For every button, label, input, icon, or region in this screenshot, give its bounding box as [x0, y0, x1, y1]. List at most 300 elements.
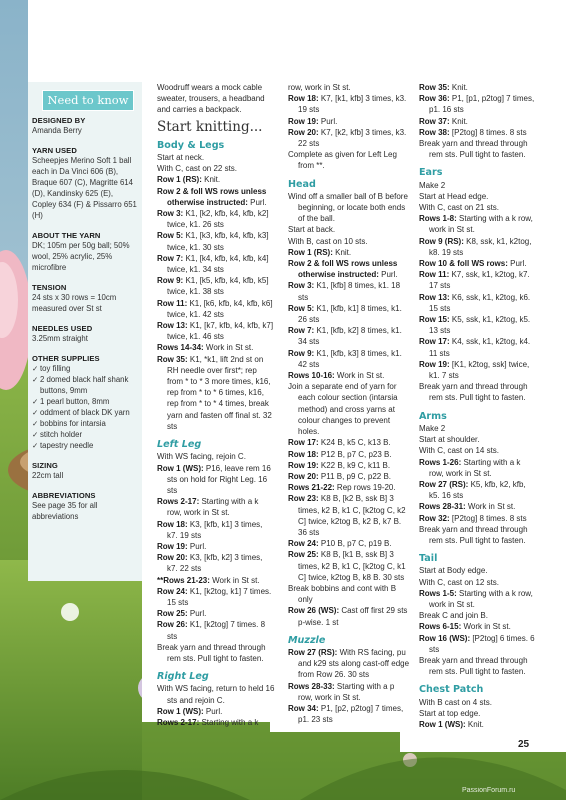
- row-text: Start at top edge.: [419, 708, 481, 718]
- row-text: [K1, k2tog, ssk] twice, k1. 7 sts: [429, 359, 530, 381]
- body-legs-heading: Body & Legs: [157, 139, 225, 151]
- row-label: Rows 28-31:: [419, 502, 466, 512]
- instruction-row: [157, 706, 275, 717]
- row-label: Row 26:: [157, 620, 188, 630]
- instruction-row: [419, 180, 537, 191]
- row-label: Row 23:: [288, 494, 319, 504]
- row-text: Starting with a k: [199, 717, 259, 727]
- row-text: Knit.: [465, 719, 484, 729]
- row-label: Row 32:: [419, 513, 450, 523]
- row-text: K1, [k7, kfb, k4, kfb, k7] twice, k1. 46 sts: [167, 321, 274, 342]
- row-text: Cast off first 29 sts p-wise. 1 st: [298, 606, 408, 627]
- instruction-row: [419, 202, 537, 213]
- instruction-row: [157, 163, 275, 174]
- instruction-row: [419, 565, 537, 576]
- instruction-row: [419, 501, 537, 512]
- row-text: K1, [k2tog, k1] 7 times. 15 sts: [167, 586, 272, 607]
- row-label: Rows 10-16:: [288, 371, 335, 381]
- row-label: Row 25:: [288, 550, 319, 560]
- list-item: ✓ stitch holder: [32, 430, 83, 439]
- sizing-heading: SIZING: [32, 461, 58, 470]
- instruction-row: [288, 493, 410, 538]
- row-text: P11 B, p9 C, p22 B.: [318, 471, 392, 481]
- chest-patch-heading: Chest Patch: [419, 684, 484, 696]
- start-knitting-title: Start knitting...: [157, 118, 263, 135]
- row-text: With C, cast on 22 sts.: [157, 164, 238, 174]
- row-label: Rows 1-8:: [419, 214, 457, 224]
- instruction-row: [419, 82, 537, 93]
- row-label: Row 20:: [157, 553, 188, 563]
- need-to-know-panel: [28, 82, 142, 581]
- row-text: Break yarn and thread through rem sts. Pull tight to fasten.: [419, 382, 528, 403]
- head-heading: Head: [288, 178, 316, 190]
- row-label: Row 38:: [419, 127, 450, 137]
- list-item: ✓ 2 domed black half shank buttons, 9mm: [32, 375, 129, 395]
- row-label: Row 27 (RS):: [288, 647, 338, 657]
- row-label: Row 16 (WS):: [419, 633, 471, 643]
- instruction-row: [288, 82, 410, 93]
- instruction-row: [419, 479, 537, 501]
- instruction-row: [288, 258, 410, 280]
- checkmark-icon: ✓: [32, 430, 39, 439]
- row-text: Make 2: [419, 180, 446, 190]
- row-label: Row 17:: [419, 337, 450, 347]
- abbreviations-heading: ABBREVIATIONS: [32, 491, 96, 500]
- row-label: Rows 21-22:: [288, 483, 335, 493]
- instruction-row: [419, 292, 537, 314]
- instruction-row: [157, 354, 275, 432]
- instruction-row: [157, 717, 275, 728]
- row-label: Row 25:: [157, 609, 188, 619]
- row-label: Row 5:: [157, 231, 184, 241]
- instruction-row: [419, 236, 537, 258]
- row-text: Starting with a k row, work in St st.: [167, 497, 259, 518]
- instruction-row: [288, 549, 410, 583]
- row-text: K8 B, [k2 B, ssk B] 3 times, k2 B, k1 C, [k2tog C, k2 C] twice, k2tog B, k2 B, k7 B. 36 sts: [298, 494, 406, 537]
- row-text: K4, ssk, k1, k2tog, k4. 11 sts: [429, 337, 531, 358]
- row-label: Row 9:: [288, 348, 315, 358]
- row-text: Start at shoulder.: [419, 435, 480, 445]
- row-label: **Rows 21-23:: [157, 575, 210, 585]
- row-text: Purl.: [318, 116, 338, 126]
- instruction-row: [157, 575, 275, 586]
- row-label: Row 3:: [288, 281, 315, 291]
- row-label: Row 20:: [288, 127, 319, 137]
- need-to-know-title: Need to know: [42, 90, 134, 111]
- row-text: With C, cast on 21 sts.: [419, 203, 500, 213]
- instruction-row: [288, 647, 410, 681]
- row-label: Row 18:: [288, 449, 319, 459]
- row-text: With C, cast on 12 sts.: [419, 577, 500, 587]
- checkmark-icon: ✓: [32, 419, 39, 428]
- instruction-row: [288, 538, 410, 549]
- row-text: Complete as given for Left Leg from **.: [288, 150, 397, 171]
- instruction-row: [419, 513, 537, 524]
- instruction-row: [288, 247, 410, 258]
- row-text: Starting with a k row, work in St st.: [429, 588, 533, 609]
- row-text: Starting with a p row, work in St st.: [298, 681, 395, 702]
- row-text: K1, *k1, lift 2nd st on RH needle over first*; rep from * to * 3 more times, k16, rep from * to * 6 times, k16, rep from * to * 4 times, break yarn and fasten off final st. 32 sts: [167, 354, 272, 431]
- row-label: Row 1 (WS):: [157, 706, 204, 716]
- row-text: K6, ssk, k1, k2tog, k6. 15 sts: [429, 292, 531, 313]
- instruction-row: [288, 449, 410, 460]
- intro-text: Woodruff wears a mock cable sweater, trousers, a headband and carries a backpack.: [157, 83, 265, 115]
- instruction-row: [288, 471, 410, 482]
- instruction-row: [157, 208, 275, 230]
- instruction-row: [288, 280, 410, 302]
- row-text: K3, [kfb, k2] 3 times, k7. 22 sts: [167, 553, 263, 574]
- instruction-row: [288, 116, 410, 127]
- instruction-row: [419, 697, 537, 708]
- row-label: Row 7:: [157, 253, 184, 263]
- row-label: Row 7:: [288, 326, 315, 336]
- row-text: K3, [kfb, k1] 3 times, k7. 19 sts: [167, 519, 263, 540]
- checkmark-icon: ✓: [32, 408, 39, 417]
- instruction-row: [419, 577, 537, 588]
- row-label: Row 18:: [288, 94, 319, 104]
- list-item: ✓ toy filling: [32, 364, 71, 373]
- instruction-row: [419, 457, 537, 479]
- list-item: ✓ oddment of black DK yarn: [32, 408, 130, 417]
- instruction-row: [288, 236, 410, 247]
- row-text: Work in St st.: [465, 502, 516, 512]
- row-text: P10 B, p7 C, p19 B.: [318, 539, 392, 549]
- row-label: Row 18:: [157, 519, 188, 529]
- row-label: Row 24:: [288, 539, 319, 549]
- row-label: Row 2 & foll WS rows unless otherwise instructed:: [157, 186, 267, 207]
- row-label: Row 1 (WS):: [157, 463, 204, 473]
- row-text: Start at Head edge.: [419, 191, 489, 201]
- list-item: ✓ 1 pearl button, 8mm: [32, 397, 110, 406]
- row-text: K5, ssk, k1, k2tog, k5. 13 sts: [429, 315, 531, 336]
- row-label: Row 19:: [157, 541, 188, 551]
- instruction-row: [419, 127, 537, 138]
- row-text: Rep rows 19-20.: [334, 483, 396, 493]
- row-text: K7, [k2, kfb] 3 times, k3. 22 sts: [298, 127, 407, 149]
- row-text: K7, [k1, kfb] 3 times, k3. 19 sts: [298, 94, 407, 115]
- instruction-row: [157, 230, 275, 252]
- row-text: Purl.: [187, 609, 207, 619]
- row-text: K1, [k2, kfb, k4, kfb, k2] twice, k1. 26 sts: [167, 209, 269, 230]
- instruction-row: [288, 583, 410, 605]
- instruction-row: [288, 149, 410, 171]
- instruction-row: [288, 370, 410, 381]
- instruction-row: [419, 719, 537, 730]
- row-text: Start at back.: [288, 225, 336, 235]
- row-label: Row 9:: [157, 276, 184, 286]
- instruction-row: [419, 524, 537, 546]
- row-label: Row 37:: [419, 116, 450, 126]
- row-text: K1, [kfb, k2] 8 times, k1. 34 sts: [298, 326, 402, 347]
- row-text: Starting with a k row, work in St st.: [429, 457, 521, 478]
- row-label: Rows 2-17:: [157, 497, 200, 507]
- instruction-row: [157, 586, 275, 608]
- row-text: With C, cast on 14 sts.: [419, 446, 500, 456]
- instruction-row: [419, 258, 537, 269]
- row-text: Knit.: [332, 247, 352, 257]
- instruction-row: [157, 174, 275, 185]
- row-text: Break C and join B.: [419, 611, 488, 621]
- list-item: ✓ bobbins for intarsia: [32, 419, 106, 428]
- row-text: Purl.: [203, 706, 223, 716]
- row-text: Break yarn and thread through rem sts. Pull tight to fasten.: [419, 655, 528, 677]
- row-text: Break bobbins and cont with B only: [288, 583, 397, 605]
- row-label: Row 35:: [419, 83, 450, 92]
- row-label: Rows 2-17:: [157, 717, 200, 727]
- instruction-row: [157, 496, 275, 518]
- row-label: Row 11:: [157, 298, 188, 308]
- row-label: Row 36:: [419, 94, 450, 104]
- instruction-row: [288, 381, 410, 437]
- row-text: Break yarn and thread through rem sts. Pull tight to fasten.: [419, 524, 528, 545]
- row-text: With WS facing, return to held 16 sts and rejoin C.: [157, 684, 275, 705]
- row-text: Make 2: [419, 423, 446, 433]
- row-text: K24 B, k5 C, k13 B.: [318, 438, 391, 448]
- row-text: K1, [k6, kfb, k4, kfb, k6] twice, k1. 42 sts: [167, 298, 273, 319]
- instruction-row: [157, 186, 275, 208]
- row-text: K22 B, k9 C, k11 B.: [318, 460, 391, 470]
- watermark: PassionForum.ru: [462, 787, 516, 794]
- row-label: Row 15:: [419, 315, 450, 325]
- instruction-row: [419, 336, 537, 358]
- row-label: Row 35:: [157, 354, 188, 364]
- left-leg-heading: Left Leg: [157, 439, 202, 451]
- row-text: K8 B, [k1 B, ssk B] 3 times, k2 B, k1 C, [k2tog C, k1 C] twice, k2tog B, k8 B. 30 sts: [298, 550, 406, 582]
- instruction-row: [157, 541, 275, 552]
- row-label: Rows 1-5:: [419, 588, 457, 598]
- instruction-row: [157, 298, 275, 320]
- instruction-row: [288, 303, 410, 325]
- list-item: ✓ tapestry needle: [32, 441, 94, 450]
- about-yarn-heading: ABOUT THE YARN: [32, 231, 101, 240]
- row-text: Purl.: [247, 197, 267, 207]
- row-label: Row 2 & foll WS rows unless otherwise instructed:: [288, 259, 398, 280]
- row-label: Row 34:: [288, 703, 319, 713]
- instruction-row: [288, 191, 410, 225]
- row-text: [P2tog] 8 times. 8 sts: [449, 127, 527, 137]
- row-label: Rows 28-33:: [288, 681, 335, 691]
- row-text: P1, [p1, p2tog] 7 times, p1. 16 sts: [429, 94, 535, 115]
- right-leg-heading: Right Leg: [157, 671, 209, 683]
- tail-heading: Tail: [419, 553, 438, 565]
- ears-heading: Ears: [419, 167, 443, 179]
- row-text: P1, [p2, p2tog] 7 times, p1. 23 sts: [298, 703, 404, 725]
- chest-patch-instructions: [419, 697, 537, 731]
- row-text: Work in St st.: [461, 622, 511, 632]
- row-text: K1, [kfb, k3] 8 times, k1. 42 sts: [298, 348, 402, 369]
- instruction-row: [288, 437, 410, 448]
- row-text: With B cast on 4 sts.: [419, 697, 492, 707]
- row-text: K5, kfb, k2, kfb, k5. 16 sts: [429, 479, 526, 501]
- row-text: Knit.: [201, 175, 221, 185]
- row-label: Row 1 (RS):: [288, 247, 333, 257]
- supplies-list: [32, 363, 138, 451]
- row-text: Work in St st.: [334, 371, 385, 381]
- instruction-row: [419, 610, 537, 621]
- checkmark-icon: ✓: [32, 364, 39, 373]
- row-text: Start at Body edge.: [419, 566, 488, 576]
- row-text: [P2tog] 8 times. 8 sts: [449, 513, 527, 523]
- instruction-row: [288, 325, 410, 347]
- instruction-row: [157, 642, 275, 664]
- instruction-row: [419, 621, 537, 632]
- row-text: Break yarn and thread through rem sts. Pull tight to fasten.: [419, 139, 528, 160]
- instruction-row: [419, 138, 537, 160]
- abbreviations-text: See page 35 for all abbreviations: [32, 501, 98, 521]
- row-label: Row 1 (RS):: [157, 175, 202, 185]
- supplies-heading: OTHER SUPPLIES: [32, 354, 100, 363]
- row-label: Row 13:: [419, 292, 450, 302]
- row-text: Break yarn and thread through rem sts. Pull tight to fasten.: [157, 642, 266, 663]
- row-text: row, work in St st.: [288, 83, 351, 92]
- row-label: Rows 6-15:: [419, 622, 462, 632]
- row-label: Rows 14-34:: [157, 343, 204, 353]
- designed-by-heading: DESIGNED BY: [32, 116, 86, 125]
- checkmark-icon: ✓: [32, 375, 39, 384]
- instruction-row: [157, 608, 275, 619]
- instruction-row: [419, 93, 537, 115]
- instruction-row: [157, 342, 275, 353]
- tail-instructions: [419, 565, 537, 677]
- instruction-row: [419, 633, 537, 655]
- muzzle-instructions: [288, 647, 410, 725]
- row-text: P12 B, p7 C, p23 B.: [318, 449, 392, 459]
- row-label: Row 11:: [419, 270, 450, 280]
- checkmark-icon: ✓: [32, 441, 39, 450]
- row-text: K7, ssk, k1, k2tog, k7. 17 sts: [429, 270, 530, 291]
- instruction-row: [419, 445, 537, 456]
- instruction-row: [288, 681, 410, 703]
- left-leg-instructions: [157, 451, 275, 664]
- instruction-row: [157, 253, 275, 275]
- instruction-row: [157, 519, 275, 541]
- designer-name: Amanda Berry: [32, 126, 82, 135]
- column-2: [288, 82, 410, 725]
- about-yarn-text: DK; 105m per 50g ball; 50% wool, 25% acrylic, 25% microfibre: [32, 241, 130, 272]
- instruction-row: [288, 482, 410, 493]
- instruction-row: [419, 314, 537, 336]
- row-text: K1, [k3, kfb, k4, kfb, k3] twice, k1. 30 sts: [167, 231, 269, 252]
- row-text: Join a separate end of yarn for each colour section (intarsia method) and cross yarns at colour changes to prevent holes.: [288, 382, 398, 437]
- muzzle-heading: Muzzle: [288, 634, 326, 646]
- right-leg-continued: [288, 82, 410, 172]
- instruction-row: [157, 275, 275, 297]
- row-text: K1, [kfb] 8 times, k1. 18 sts: [298, 281, 401, 302]
- yarn-used-text: Scheepjes Merino Soft 1 ball each in Da Vinci 606 (B), Braque 607 (C), Magritte 614 (D), Kandinsky 625 (E), Copley 634 (F) & Pissarro 651 (H): [32, 156, 137, 220]
- body-legs-instructions: [157, 152, 275, 432]
- row-label: Row 24:: [157, 586, 188, 596]
- column-3: [419, 82, 537, 730]
- row-text: With B, cast on 10 sts.: [288, 236, 368, 246]
- row-text: P16, leave rem 16 sts on hold for Right Leg. 16 sts: [167, 463, 271, 495]
- instruction-row: [288, 93, 410, 115]
- instruction-row: [419, 116, 537, 127]
- instruction-row: [288, 224, 410, 235]
- row-text: K8, ssk, k1, k2tog, k8. 19 sts: [429, 236, 532, 257]
- row-text: Knit.: [449, 83, 468, 92]
- instruction-row: [419, 359, 537, 381]
- checkmark-icon: ✓: [32, 397, 39, 406]
- row-label: Row 20:: [288, 471, 319, 481]
- row-label: Row 1 (WS):: [419, 719, 466, 729]
- tension-heading: TENSION: [32, 283, 67, 292]
- row-label: Row 19:: [288, 460, 319, 470]
- yarn-used-heading: YARN USED: [32, 146, 77, 155]
- row-label: Row 9 (RS):: [419, 236, 464, 246]
- row-label: Row 13:: [157, 321, 188, 331]
- instruction-row: [419, 213, 537, 235]
- instruction-row: [288, 703, 410, 725]
- instruction-row: [419, 708, 537, 719]
- right-leg-instructions: [157, 683, 275, 728]
- arms-instructions: [419, 423, 537, 546]
- instruction-row: [419, 423, 537, 434]
- row-label: Row 10 & foll WS rows:: [419, 259, 508, 269]
- needles-heading: NEEDLES USED: [32, 324, 93, 333]
- row-text: Purl.: [378, 270, 398, 280]
- instruction-row: [288, 348, 410, 370]
- instruction-row: [157, 619, 275, 641]
- instruction-row: [419, 655, 537, 677]
- row-text: Wind off a smaller ball of B before beginning, or locate both ends of the ball.: [288, 191, 408, 224]
- instruction-row: [419, 191, 537, 202]
- row-text: With WS facing, rejoin C.: [157, 452, 246, 462]
- row-text: Work in St st.: [203, 343, 254, 353]
- row-label: Row 27 (RS):: [419, 479, 469, 489]
- row-text: Knit.: [449, 116, 468, 126]
- row-label: Row 3:: [157, 209, 184, 219]
- sizing-text: 22cm tall: [32, 471, 64, 480]
- head-instructions: [288, 191, 410, 628]
- instruction-row: [157, 552, 275, 574]
- row-text: Work in St st.: [209, 575, 260, 585]
- instruction-row: [157, 451, 275, 462]
- muzzle-continued: [419, 82, 537, 160]
- instruction-row: [288, 605, 410, 627]
- instruction-row: [157, 463, 275, 497]
- row-text: [P2tog] 6 times. 6 sts: [429, 633, 535, 654]
- row-label: Row 17:: [288, 438, 319, 448]
- row-text: Starting with a k row, work in St st.: [429, 214, 533, 235]
- row-text: Purl.: [507, 259, 527, 269]
- column-1: [157, 82, 275, 728]
- instruction-row: [419, 434, 537, 445]
- instruction-row: [419, 381, 537, 403]
- tension-text: 24 sts x 30 rows = 10cm measured over St st: [32, 293, 117, 313]
- ears-instructions: [419, 180, 537, 404]
- row-label: Row 19:: [419, 359, 450, 369]
- row-text: K1, [k4, kfb, k4, kfb, k4] twice, k1. 34 sts: [167, 253, 269, 275]
- row-text: Start at neck.: [157, 153, 205, 163]
- instruction-row: [288, 460, 410, 471]
- arms-heading: Arms: [419, 410, 447, 422]
- row-label: Row 5:: [288, 303, 315, 313]
- row-label: Row 26 (WS):: [288, 606, 340, 616]
- instruction-row: [157, 152, 275, 163]
- row-text: With RS facing, pu and k29 sts along cast-off edge from Row 26. 30 sts: [298, 647, 410, 680]
- instruction-row: [288, 127, 410, 149]
- row-text: K1, [kfb, k1] 8 times, k1. 26 sts: [298, 303, 402, 325]
- row-text: Purl.: [187, 541, 207, 551]
- page-number: 25: [518, 739, 530, 750]
- instruction-row: [419, 588, 537, 610]
- row-label: Rows 1-26:: [419, 457, 462, 467]
- instruction-row: [419, 269, 537, 291]
- instruction-row: [157, 320, 275, 342]
- row-text: K1, [k5, kfb, k4, kfb, k5] twice, k1. 38 sts: [167, 276, 269, 297]
- needles-text: 3.25mm straight: [32, 334, 88, 343]
- row-text: K1, [k2tog] 7 times. 8 sts: [167, 620, 266, 641]
